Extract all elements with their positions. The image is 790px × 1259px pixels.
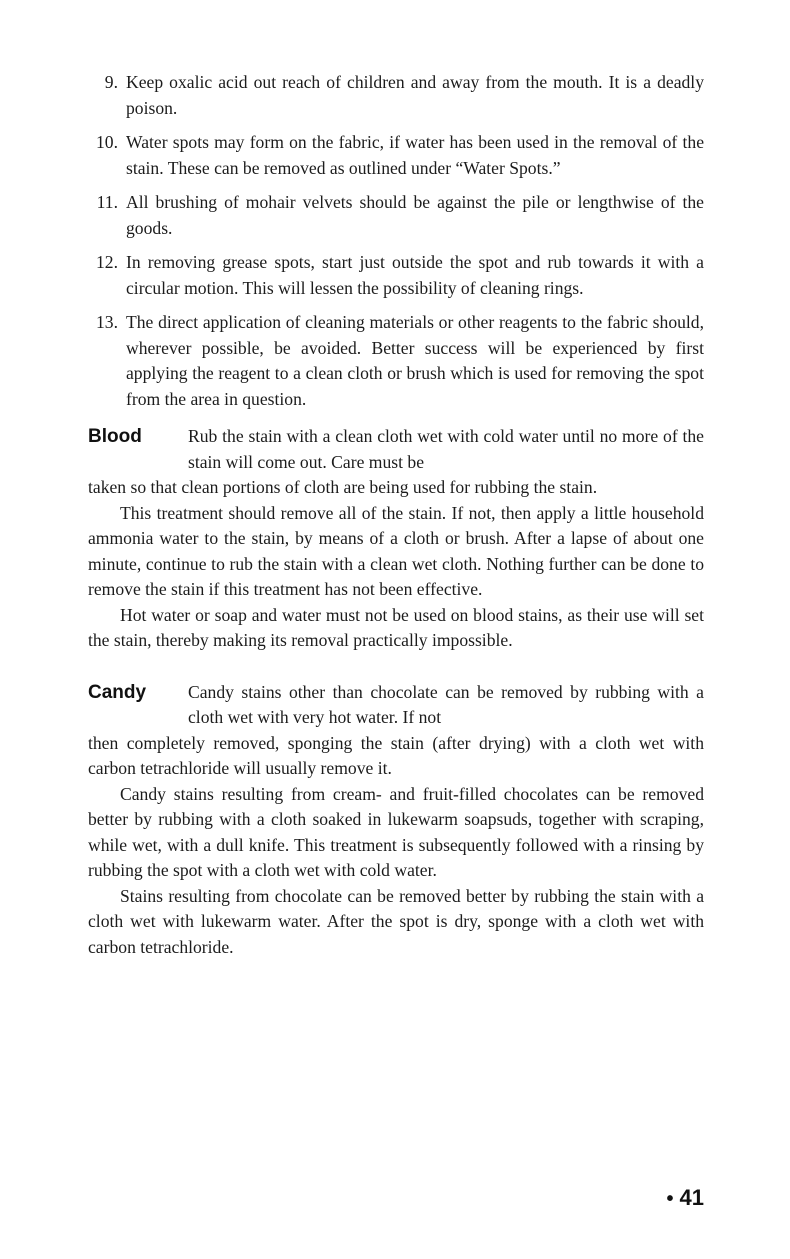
list-item xyxy=(88,310,704,412)
section-blood xyxy=(88,424,704,654)
blood-lead-text: Rub the stain with a clean cloth wet with cold water until no more of the stain will come out. Care must be xyxy=(188,426,704,472)
list-item-text: In removing grease spots, start just outside the spot and rub towards it with a circular motion. This will lessen the possibility of cleaning rings. xyxy=(126,252,704,298)
list-item-text: Water spots may form on the fabric, if water has been used in the removal of the stain. These can be removed as outlined under “Water Spots.” xyxy=(126,132,704,178)
candy-lead-text: Candy stains other than chocolate can be removed by rubbing with a cloth wet with very hot water. If not xyxy=(188,681,704,727)
list-item xyxy=(88,190,704,241)
candy-paragraph-2: Candy stains resulting from cream- and fruit-filled chocolates can be removed better by rubbing with a cloth soaked in lukewarm soapsuds, together with scraping, while wet, with a dull knife. This treatment is subsequently followed with a rinsing by rubbing the spot with a cloth wet with cold water. xyxy=(88,783,704,880)
list-item-text: Keep oxalic acid out reach of children and away from the mouth. It is a deadly poison. xyxy=(126,72,704,118)
page-number-bullet: • xyxy=(666,1188,674,1210)
list-item xyxy=(88,70,704,121)
section-candy xyxy=(88,680,704,961)
list-item xyxy=(88,130,704,181)
blood-continuation: taken so that clean portions of cloth are being used for rubbing the stain. xyxy=(88,477,598,497)
list-item-number: 11. xyxy=(96,192,118,212)
list-item-text: All brushing of mohair velvets should be against the pile or lengthwise of the goods. xyxy=(126,192,704,238)
tips-list xyxy=(88,70,704,412)
list-item-number: 12. xyxy=(96,252,118,272)
page-number xyxy=(640,1185,704,1211)
list-item-text: The direct application of cleaning materials or other reagents to the fabric should, wherever possible, be avoided. Better success will be experienced by first applying the reagent to a clean cloth or brush which is used for removing the spot from the area in question. xyxy=(126,312,704,409)
section-heading-blood: Blood xyxy=(88,426,142,447)
candy-continuation: then completely removed, sponging the stain (after drying) with a cloth wet with carbon tetrachloride will usually remove it. xyxy=(88,732,704,778)
blood-paragraph-2: This treatment should remove all of the stain. If not, then apply a little household ammonia water to the stain, by means of a cloth or brush. After a lapse of about one minute, continue to rub the stain with a clean wet cloth. Nothing further can be done to remove the stain if this treatment has not been effective. xyxy=(88,502,704,599)
blood-paragraph-3: Hot water or soap and water must not be used on blood stains, as their use will set the stain, thereby making its removal practically impossible. xyxy=(88,604,704,650)
list-item-number: 10. xyxy=(96,132,118,152)
list-item-number: 9. xyxy=(104,72,118,92)
list-item-number: 13. xyxy=(96,312,118,332)
page-number-value: 41 xyxy=(679,1185,704,1210)
candy-lead xyxy=(88,680,704,731)
section-heading-candy: Candy xyxy=(88,681,147,703)
page-body xyxy=(88,70,704,960)
candy-paragraph-3: Stains resulting from chocolate can be removed better by rubbing the stain with a cloth wet with lukewarm water. After the spot is dry, sponge with a cloth wet with carbon tetrachloride. xyxy=(88,885,704,957)
list-item xyxy=(88,250,704,301)
blood-lead xyxy=(88,424,704,475)
